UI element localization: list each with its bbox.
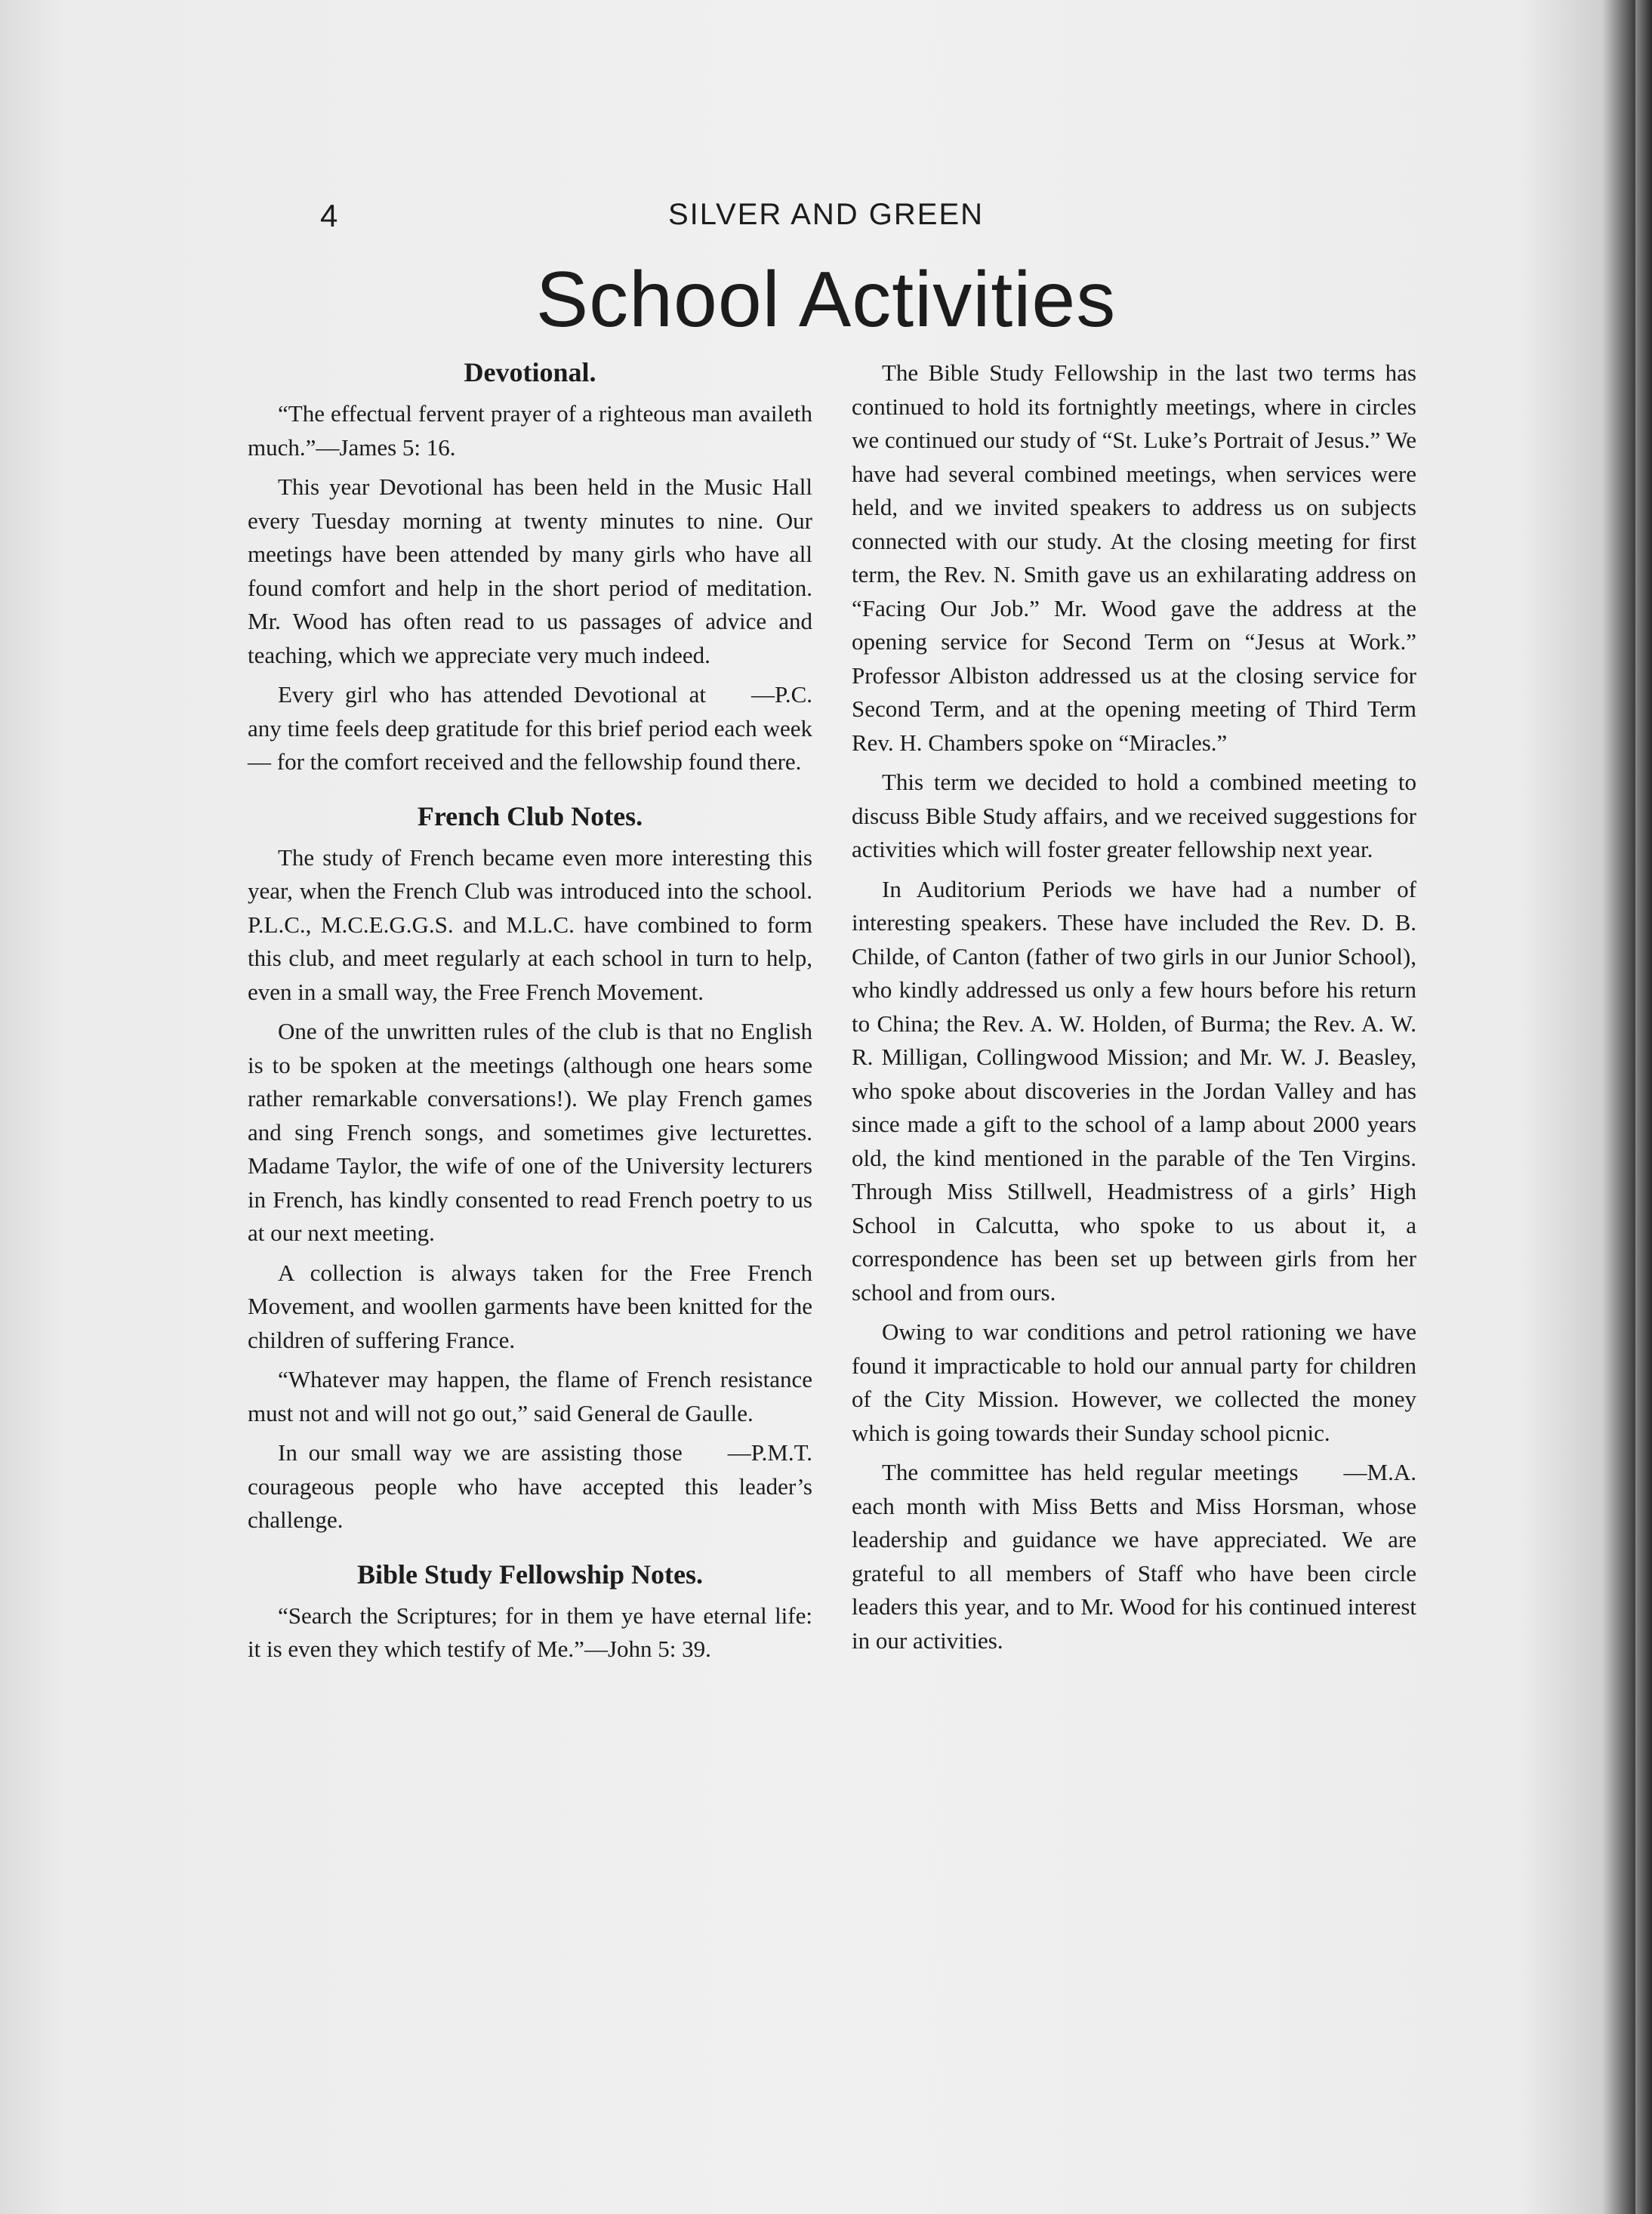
- devotional-heading: Devotional.: [464, 357, 596, 387]
- bible-study-paragraph: The Bible Study Fellowship in the last two terms has continued to hold its fortnightly meetings, where in circles we continued our study of “St. Luke’s Portrait of Jesus.” We have had several combined meetings, when services were held, and we invited speakers to address us on subjects connected with our study. At the closing meeting for first term, the Rev. N. Smith gave us an exhilarating address on “Facing Our Job.” Mr. Wood gave the address at the opening service for Second Term on “Jesus at Work.” Professor Albiston addressed us at the closing service for Second Term, and at the opening meeting of Third Term Rev. H. Chambers spoke on “Miracles.”: [852, 359, 1416, 756]
- right-column: [852, 356, 1416, 1664]
- bible-study-paragraph: This term we decided to hold a combined meeting to discuss Bible Study affairs, and we received suggestions for activities which will foster greater fellowship next year.: [852, 769, 1416, 862]
- auditorium-paragraph: In Auditorium Periods we have had a number of interesting speakers. These have included the Rev. D. B. Childe, of Canton (father of two girls in our Junior School), who kindly addressed us only a few hours before his return to China; the Rev. A. W. Holden, of Burma; the Rev. A. W. R. Milligan, Collingwood Mission; and Mr. W. J. Beasley, who spoke about discoveries in the Jordan Valley and has since made a gift to the school of a lamp about 2000 years old, the kind mentioned in the parable of the Ten Virgins. Through Miss Stillwell, Headmistress of a girls’ High School in Calcutta, who spoke to us about it, a correspondence has been set up between girls from her school and from ours.: [852, 875, 1416, 1306]
- bible-study-heading: Bible Study Fellowship Notes.: [356, 1559, 704, 1590]
- signature: —M.A.: [1343, 1459, 1416, 1485]
- signature: —P.C.: [751, 681, 812, 708]
- signature: —P.M.T.: [727, 1439, 812, 1466]
- city-mission-paragraph: Owing to war conditions and petrol rationing we have found it impracticable to hold our annual party for children of the City Mission. However, we collected the money which is going towards their Sunday school picnic.: [852, 1318, 1416, 1446]
- left-column: [248, 355, 812, 1673]
- french-club-paragraph: The study of French became even more interesting this year, when the French Club was introduced into the school. P.L.C., M.C.E.G.G.S. and M.L.C. have combined to form this club, and meet regularly at each school in turn to help, even in a small way, the Free French Movement.: [248, 843, 812, 1005]
- running-head: SILVER AND GREEN: [667, 198, 985, 231]
- french-club-paragraph: [248, 1436, 812, 1537]
- devotional-paragraph: [248, 678, 812, 779]
- french-club-paragraph-text: In our small way we are assisting those courageous people who have accepted this leader’s challenge.: [248, 1439, 812, 1533]
- french-club-heading: French Club Notes.: [417, 800, 643, 831]
- committee-paragraph: [852, 1456, 1416, 1657]
- bible-study-paragraph: “Search the Scriptures; for in them ye have eternal life: it is even they which testify of Me.”—John 5: 39.: [248, 1602, 812, 1662]
- devotional-paragraph: This year Devotional has been held in the Music Hall every Tuesday morning at twenty minutes to nine. Our meetings have been attended by many girls who have all found comfort and help in the short period of meditation. Mr. Wood has often read to us passages of advice and teaching, which we appreciate very much indeed.: [248, 473, 812, 668]
- french-club-paragraph: One of the unwritten rules of the club is that no English is to be spoken at the meetings (although one hears some rather remarkable conversations!). We play French games and sing French songs, and sometimes give lecturettes. Madame Taylor, the wife of one of the University lecturers in French, has kindly consented to read French poetry to us at our next meeting.: [248, 1018, 812, 1246]
- devotional-paragraph: “The effectual fervent prayer of a righteous man availeth much.”—James 5: 16.: [248, 400, 812, 461]
- page-number: 4: [320, 198, 338, 233]
- devotional-paragraph-text: Every girl who has attended Devotional at any time feels deep gratitude for this brief period each week — for the comfort received and the fellowship found there.: [248, 681, 812, 775]
- page-title: School Activities: [535, 256, 1117, 344]
- french-club-paragraph: A collection is always taken for the Free French Movement, and woollen garments have been knitted for the children of suffering France.: [248, 1259, 812, 1353]
- french-club-paragraph: “Whatever may happen, the flame of French resistance must not and will not go out,” said General de Gaulle.: [248, 1366, 812, 1426]
- committee-paragraph-text: The committee has held regular meetings each month with Miss Betts and Miss Horsman, whose leadership and guidance we have appreciated. We are grateful to all members of Staff who have been circle leaders this year, and to Mr. Wood for his continued interest in our activities.: [852, 1459, 1416, 1654]
